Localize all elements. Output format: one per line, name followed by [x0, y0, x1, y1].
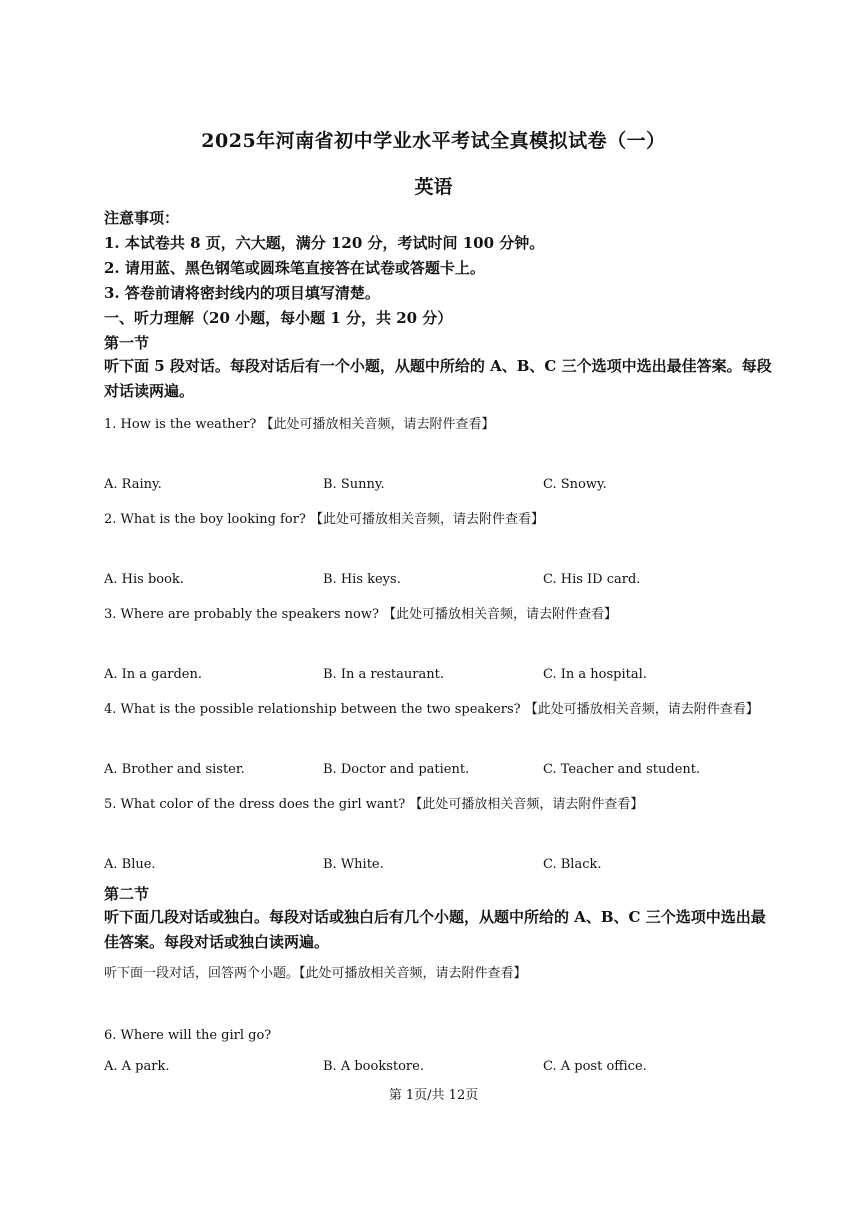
- notice-item-1: 1. 本试卷共 8 页，六大题，满分 120 分，考试时间 100 分钟。: [104, 234, 545, 252]
- question-6-stem: 6. Where will the girl go?: [104, 1028, 272, 1043]
- question-2-option-a: A. His book.: [104, 572, 184, 587]
- question-3-stem: 3. Where are probably the speakers now? 【此处可播放相关音频，请去附件查看】: [104, 607, 618, 622]
- question-1-option-a: A. Rainy.: [104, 477, 162, 492]
- section2-instruction: 听下面几段对话或独白。每段对话或独白后有几个小题，从题中所给的 A、B、C 三个选项中选出最佳答案。每段对话或独白读两遍。: [104, 908, 766, 951]
- question-2-option-c: C. His ID card.: [543, 572, 641, 587]
- section1-heading: 第一节: [104, 334, 150, 352]
- section1-instruction: 听下面 5 段对话。每段对话后有一个小题，从题中所给的 A、B、C 三个选项中选出最佳答案。每段对话读两遍。: [104, 357, 772, 400]
- question-1-stem: 1. How is the weather? 【此处可播放相关音频，请去附件查看】: [104, 417, 495, 432]
- question-4-option-b: B. Doctor and patient.: [323, 762, 470, 777]
- page-number: 第 1页/共 12页: [388, 1088, 479, 1103]
- question-4-stem: 4. What is the possible relationship between the two speakers? 【此处可播放相关音频，请去附件查看】: [104, 702, 759, 717]
- notice-item-2: 2. 请用蓝、黑色钢笔或圆珠笔直接答在试卷或答题卡上。: [104, 259, 485, 277]
- question-1-option-c: C. Snowy.: [543, 477, 607, 492]
- question-5-option-a: A. Blue.: [104, 857, 156, 872]
- question-3-option-c: C. In a hospital.: [543, 667, 647, 682]
- notice-heading: 注意事项：: [104, 209, 180, 227]
- exam-title: 2025年河南省初中学业水平考试全真模拟试卷（一）: [201, 130, 666, 152]
- question-4-option-c: C. Teacher and student.: [543, 762, 701, 777]
- part1-heading: 一、听力理解（20 小题，每小题 1 分，共 20 分）: [104, 309, 453, 327]
- subject-title: 英语: [414, 176, 453, 198]
- question-6-option-a: A. A park.: [104, 1059, 170, 1074]
- question-6-option-c: C. A post office.: [543, 1059, 647, 1074]
- section2-sub-instruction: 听下面一段对话，回答两个小题。【此处可播放相关音频，请去附件查看】: [104, 966, 527, 981]
- question-4-option-a: A. Brother and sister.: [104, 762, 245, 777]
- question-6-option-b: B. A bookstore.: [323, 1059, 424, 1074]
- question-1-option-b: B. Sunny.: [323, 477, 385, 492]
- question-3-option-b: B. In a restaurant.: [323, 667, 444, 682]
- question-5-option-b: B. White.: [323, 857, 384, 872]
- question-3-option-a: A. In a garden.: [104, 667, 202, 682]
- question-2-stem: 2. What is the boy looking for? 【此处可播放相关音频，请去附件查看】: [104, 512, 545, 527]
- question-2-option-b: B. His keys.: [323, 572, 401, 587]
- section2-heading: 第二节: [104, 885, 150, 903]
- question-5-option-c: C. Black.: [543, 857, 602, 872]
- notice-item-3: 3. 答卷前请将密封线内的项目填写清楚。: [104, 284, 380, 302]
- question-5-stem: 5. What color of the dress does the girl want? 【此处可播放相关音频，请去附件查看】: [104, 797, 644, 812]
